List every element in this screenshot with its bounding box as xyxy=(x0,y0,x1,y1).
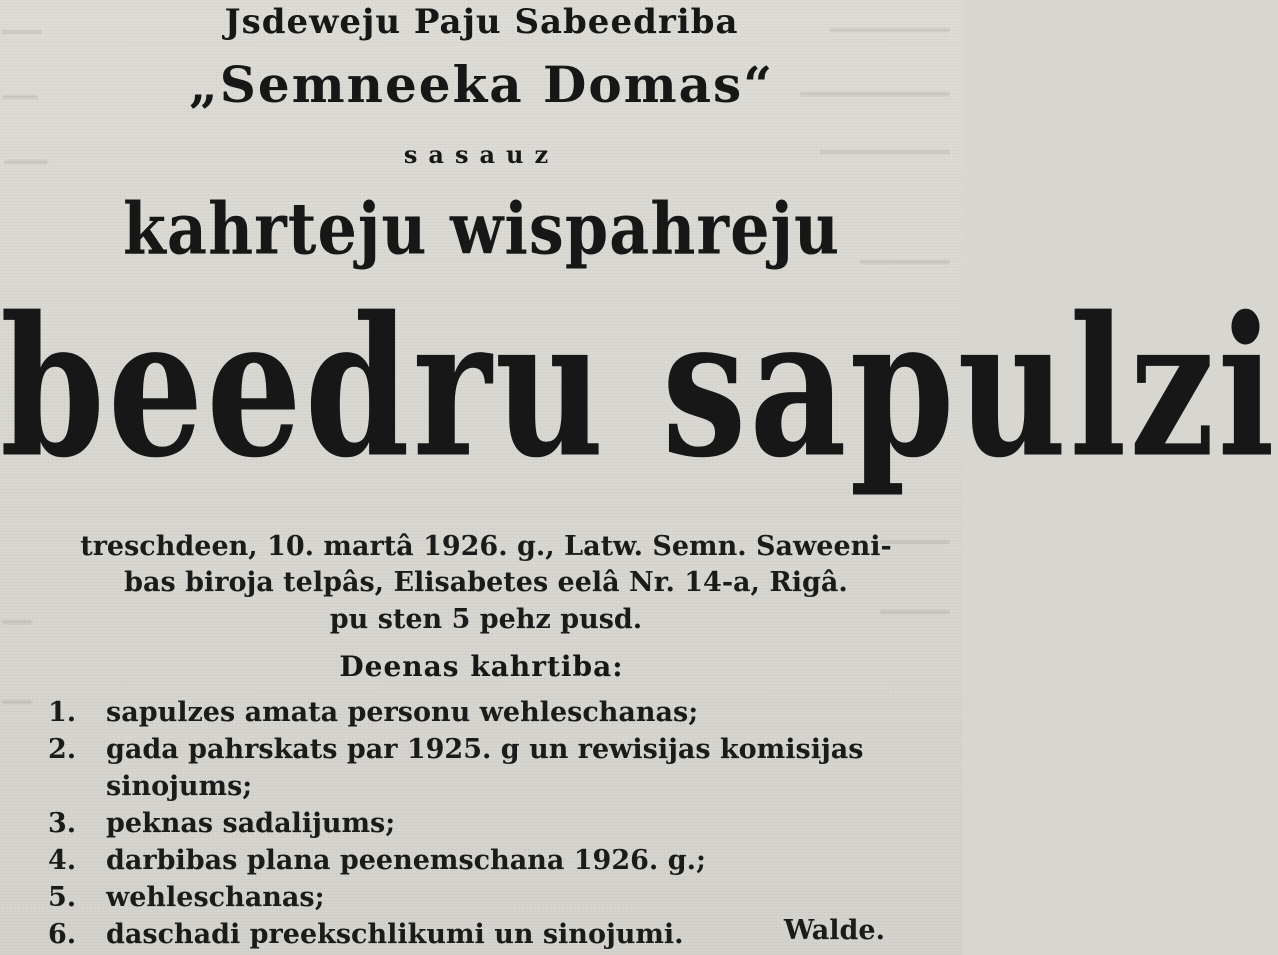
agenda-item-number: 1. xyxy=(48,697,77,728)
meeting-details-line-2: bas biroja telpâs, Elisabetes eelâ Nr. 14-a, Rigâ. xyxy=(124,567,848,598)
agenda-item-text: sapulzes amata personu wehleschanas; xyxy=(106,697,699,728)
meeting-title: beedru sapulzi xyxy=(0,275,1278,501)
meeting-kind-heading: kahrteju wispahreju xyxy=(122,187,841,271)
agenda-item xyxy=(48,879,948,916)
meeting-details-line-1: treschdeen, 10. martâ 1926. g., Latw. Semn. Saweeni- xyxy=(80,531,892,562)
agenda-item-number: 3. xyxy=(48,808,77,839)
meeting-details-line-3: pu sten 5 pehz pusd. xyxy=(329,604,643,635)
agenda-item-text: darbibas plana peenemschana 1926. g.; xyxy=(106,845,706,876)
agenda-item-number: 2. xyxy=(48,734,77,765)
convenes-word: sasauz xyxy=(403,140,560,169)
agenda-item xyxy=(48,842,948,879)
agenda-item xyxy=(48,731,948,805)
agenda-item-text: gada pahrskats par 1925. g un rewisijas komisijas sinojums; xyxy=(106,734,864,802)
agenda-item-text: peknas sadalijums; xyxy=(106,808,396,839)
agenda-item-text: wehleschanas; xyxy=(106,882,325,913)
signature-board: Walde. xyxy=(783,915,885,946)
agenda-item-number: 6. xyxy=(48,919,77,950)
agenda-item-number: 4. xyxy=(48,845,77,876)
agenda-item xyxy=(48,805,948,842)
publisher-name: Jsdeweju Paju Sabeedriba xyxy=(224,2,739,42)
newspaper-name: „Semneeka Domas“ xyxy=(189,55,774,114)
agenda-item-text: daschadi preekschlikumi un sinojumi. xyxy=(106,919,684,950)
agenda-heading: Deenas kahrtiba: xyxy=(339,650,624,683)
agenda-item xyxy=(48,694,948,731)
agenda-item-number: 5. xyxy=(48,882,77,913)
